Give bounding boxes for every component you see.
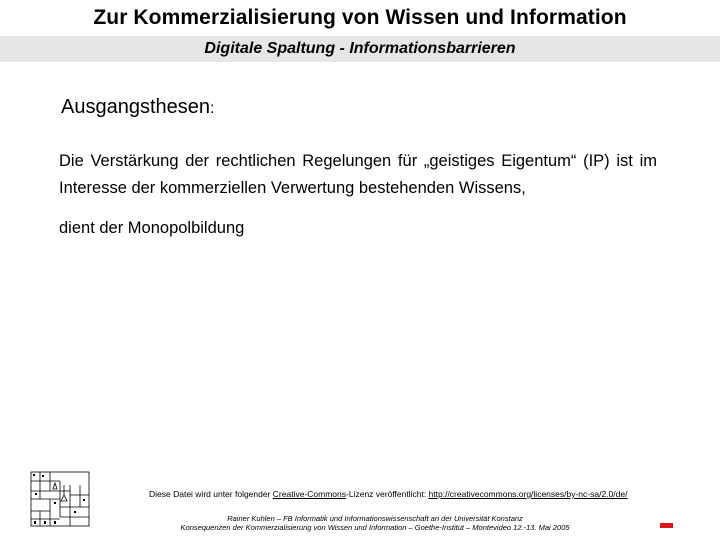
paragraph-2: dient der Monopolbildung (59, 219, 245, 237)
heading-text: Ausgangsthesen (61, 96, 211, 118)
university-konstanz-logo-icon (30, 471, 90, 527)
creative-commons-link[interactable]: Creative-Commons (272, 489, 347, 499)
section-heading (61, 96, 214, 119)
license-notice (149, 489, 709, 499)
footer (110, 514, 640, 532)
footer-author: Rainer Kuhlen – FB Informatik und Informationswissenschaft an der Universität Konstanz (227, 514, 523, 523)
license-middle: -Lizenz veröffentlicht: (346, 489, 429, 499)
heading-colon: : (210, 100, 215, 117)
paragraph-1: Die Verstärkung der rechtlichen Regelungen für „geistiges Eigentum“ (IP) ist im Interesse der kommerziellen Verwertung bestehenden Wissens, (59, 152, 657, 197)
body-text (59, 148, 657, 242)
red-accent-mark (660, 523, 673, 528)
title-bar (0, 0, 720, 36)
license-url-link[interactable]: http://creativecommons.org/licenses/by-nc-sa/2.0/de/ (428, 489, 628, 499)
footer-event: Konsequenzen der Kommerzialisierung von Wissen und Information – Goethe-Institut – Montevideo 12.-13. Mai 2005 (180, 523, 570, 532)
slide-title: Zur Kommerzialisierung von Wissen und Information (93, 6, 627, 29)
slide-subtitle: Digitale Spaltung - Informationsbarrieren (204, 40, 516, 57)
license-prefix: Diese Datei wird unter folgender (149, 489, 273, 499)
subtitle-bar (0, 36, 720, 62)
